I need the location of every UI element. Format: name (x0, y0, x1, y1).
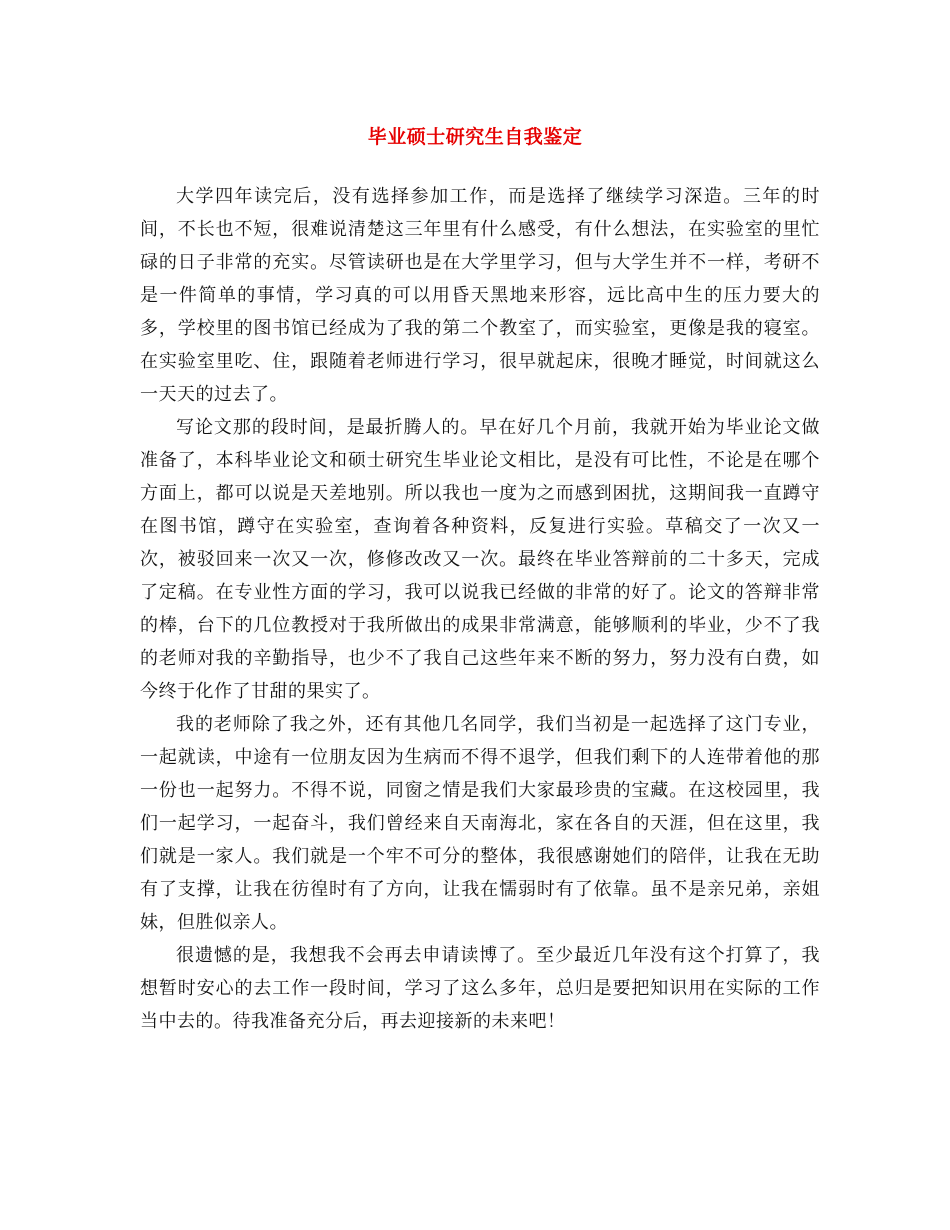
paragraph-3: 我的老师除了我之外，还有其他几名同学，我们当初是一起选择了这门专业，一起就读，中途有一位朋友因为生病而不得不退学，但我们剩下的人连带着他的那一份也一起努力。不得不说，同窗之情是我们大家最珍贵的宝藏。在这校园里，我们一起学习，一起奋斗，我们曾经来自天南海北，家在各自的天涯，但在这里，我们就是一家人。我们就是一个牢不可分的整体，我很感谢她们的陪伴，让我在无助有了支撑，让我在彷徨时有了方向，让我在懦弱时有了依靠。虽不是亲兄弟，亲姐妹，但胜似亲人。 (140, 714, 820, 933)
paragraph-1: 大学四年读完后，没有选择参加工作，而是选择了继续学习深造。三年的时间，不长也不短，很难说清楚这三年里有什么感受，有什么想法，在实验室的里忙碌的日子非常的充实。尽管读研也是在大学里学习，但与大学生并不一样，考研不是一件简单的事情，学习真的可以用昏天黑地来形容，远比高中生的压力要大的多，学校里的图书馆已经成为了我的第二个教室了，而实验室，更像是我的寝室。在实验室里吃、住，跟随着老师进行学习，很早就起床，很晚才睡觉，时间就这么一天天的过去了。 (140, 186, 820, 405)
paragraph-2: 写论文那的段时间，是最折腾人的。早在好几个月前，我就开始为毕业论文做准备了，本科毕业论文和硕士研究生毕业论文相比，是没有可比性，不论是在哪个方面上，都可以说是天差地别。所以我也一度为之而感到困扰，这期间我一直蹲守在图书馆，蹲守在实验室，查询着各种资料，反复进行实验。草稿交了一次又一次，被驳回来一次又一次，修修改改又一次。最终在毕业答辩前的二十多天，完成了定稿。在专业性方面的学习，我可以说我已经做的非常的好了。论文的答辩非常的棒，台下的几位教授对于我所做出的成果非常满意，能够顺利的毕业，少不了我的老师对我的辛勤指导，也少不了我自己这些年来不断的努力，努力没有白费，如今终于化作了甘甜的果实了。 (140, 417, 820, 702)
document-body (140, 180, 820, 1038)
document-title: 毕业硕士研究生自我鉴定 (367, 126, 583, 148)
paragraph-4: 很遗憾的是，我想我不会再去申请读博了。至少最近几年没有这个打算了，我想暂时安心的去工作一段时间，学习了这么多年，总归是要把知识用在实际的工作当中去的。待我准备充分后，再去迎接新的未来吧！ (140, 945, 820, 1032)
